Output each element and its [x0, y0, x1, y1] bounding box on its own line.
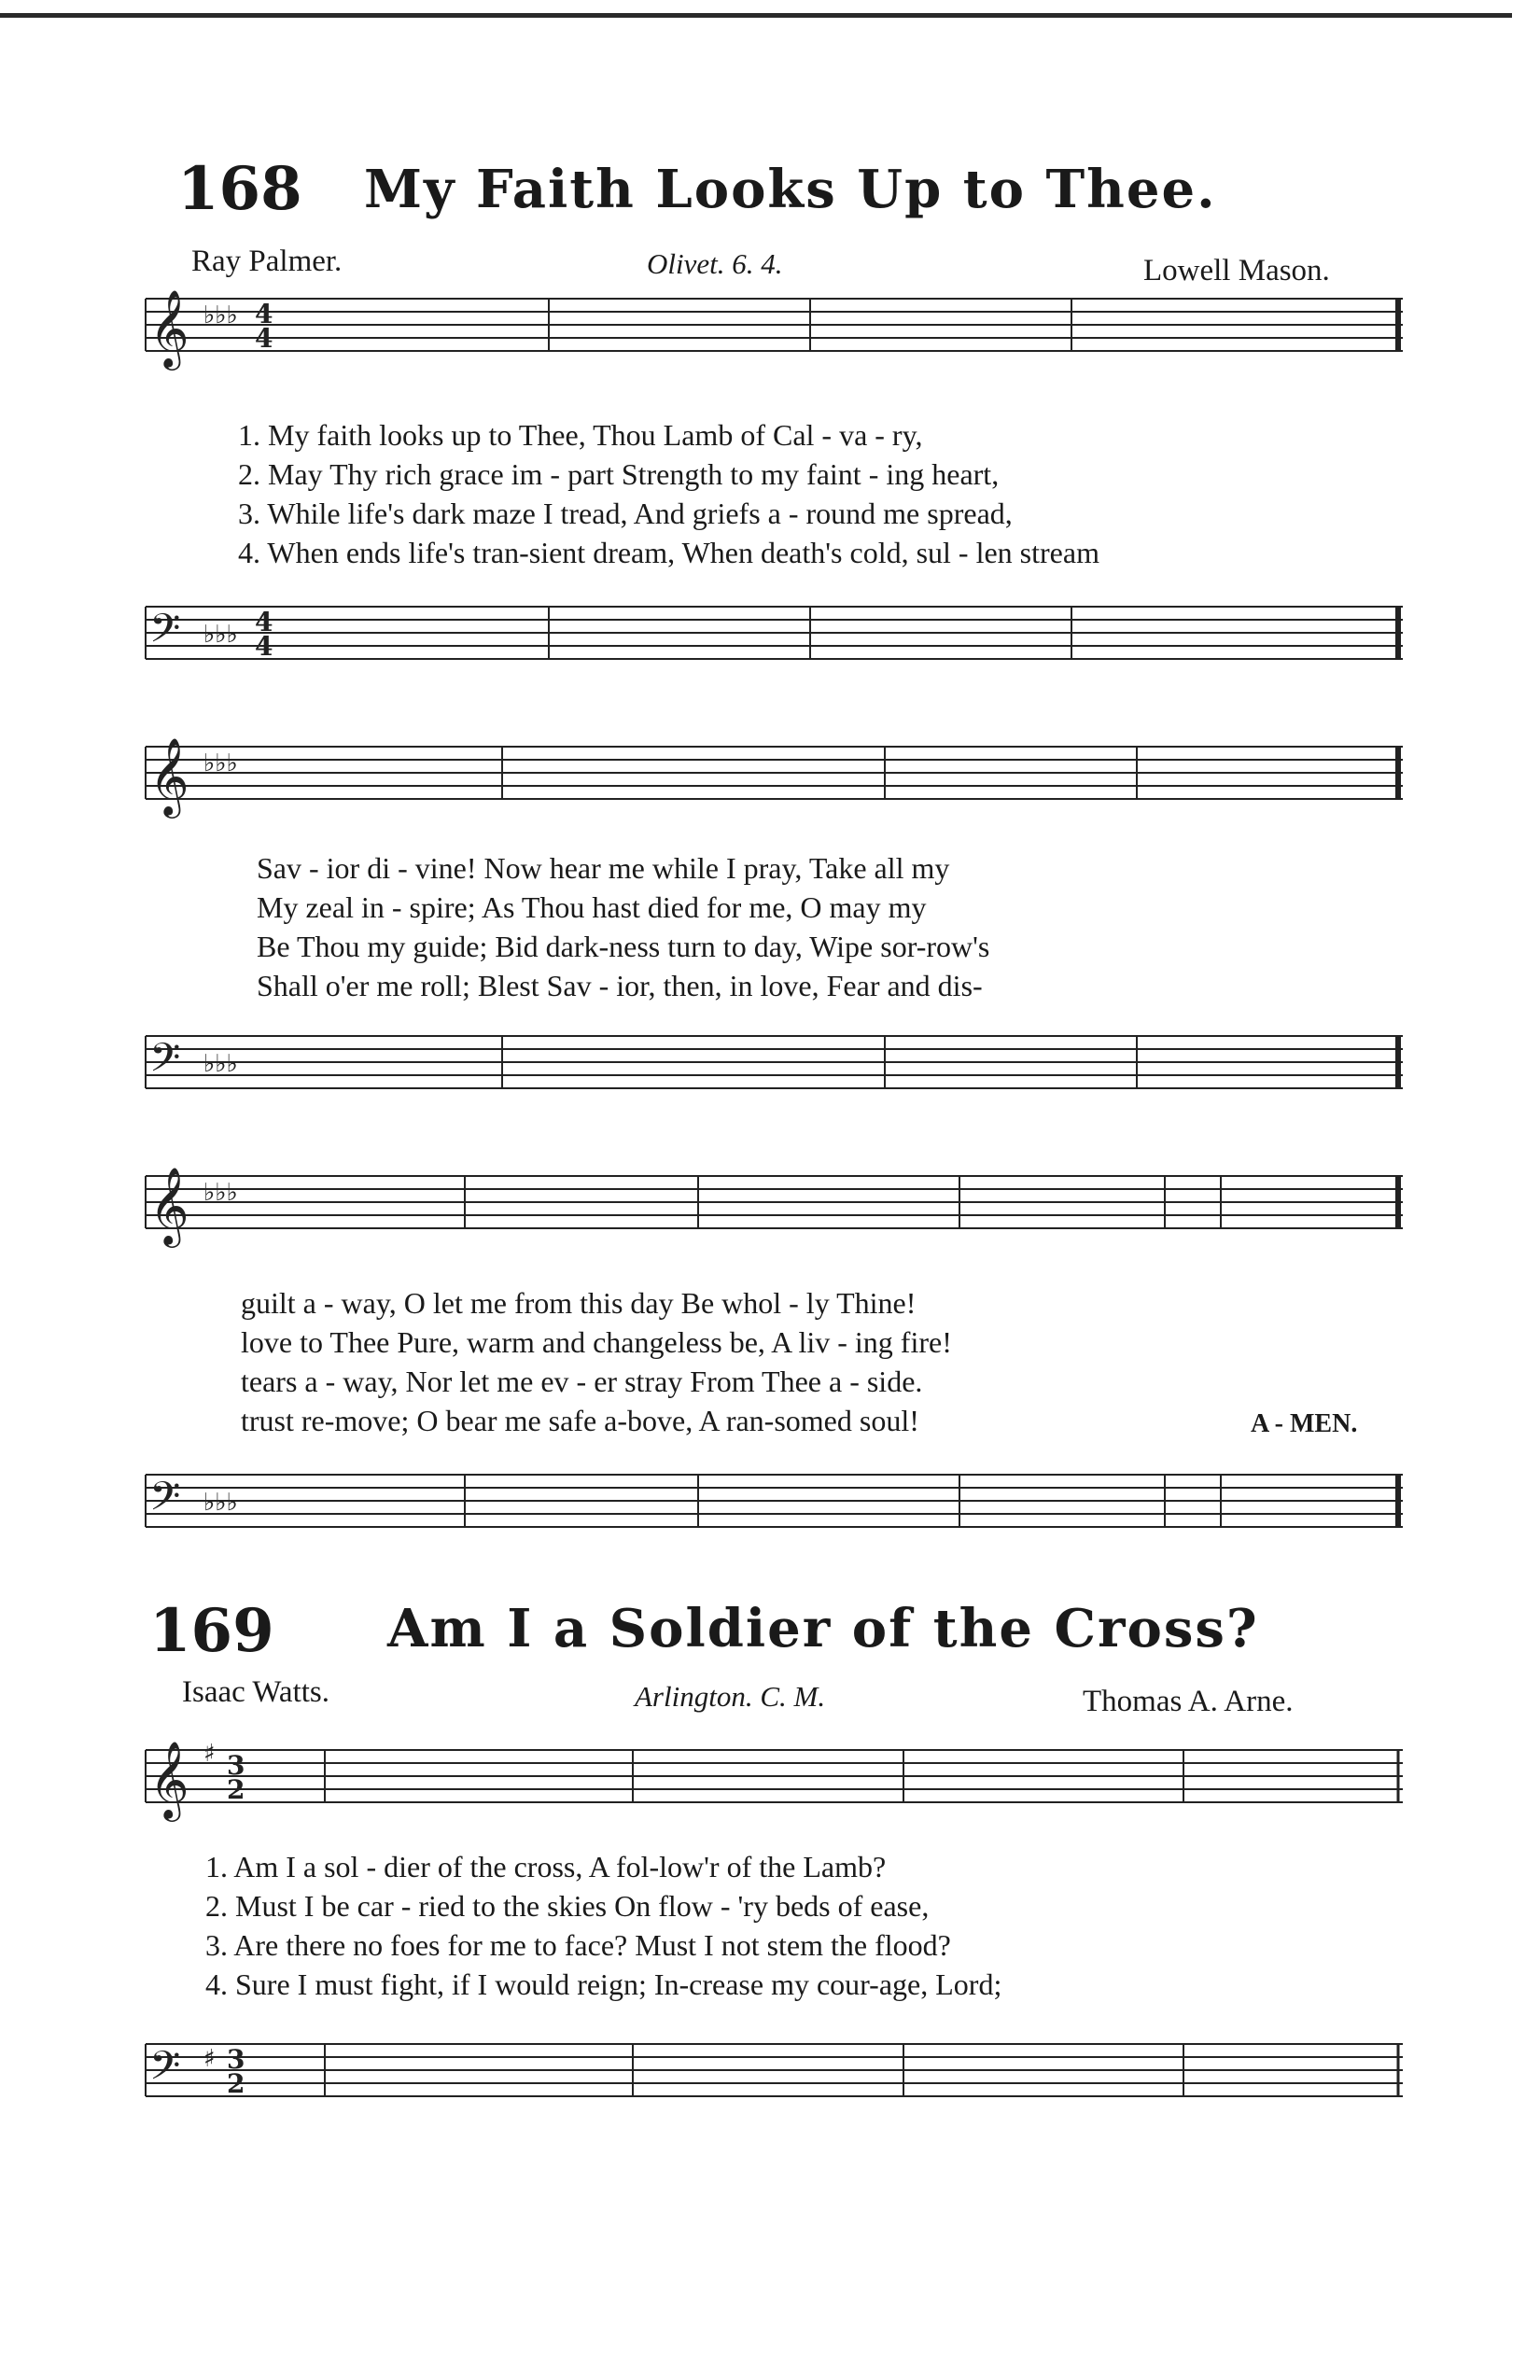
lyric-line: 2. May Thy rich grace im - part Strength to my faint - ing heart,	[238, 457, 1000, 491]
treble-staff	[138, 1157, 1412, 1260]
svg-text:𝄞: 𝄞	[149, 288, 189, 367]
lyric-line: 4. When ends life's tran-sient dream, When death's cold, sul - len stream	[238, 536, 1099, 569]
composer-credit: Lowell Mason.	[1143, 254, 1330, 287]
svg-text:♭♭♭: ♭♭♭	[203, 1489, 238, 1517]
svg-text:♭♭♭: ♭♭♭	[203, 1050, 238, 1078]
treble-staff	[138, 1731, 1412, 1834]
svg-text:♭♭♭: ♭♭♭	[203, 621, 238, 649]
svg-text:2: 2	[227, 2068, 245, 2099]
bass-staff	[138, 2025, 1412, 2128]
tune-name: Arlington. C. M.	[635, 1680, 826, 1713]
hymn-title: My Faith Looks Up to Thee.	[364, 159, 1217, 220]
hymn-title: Am I a Soldier of the Cross?	[387, 1598, 1259, 1659]
lyric-line: Sav - ior di - vine! Now hear me while I pray, Take all my	[257, 851, 950, 885]
lyric-line: 1. Am I a sol - dier of the cross, A fol-low'r of the Lamb?	[205, 1850, 887, 1883]
lyric-line: love to Thee Pure, warm and changeless be, A liv - ing fire!	[241, 1325, 952, 1359]
svg-text:𝄞: 𝄞	[149, 1166, 189, 1244]
svg-text:𝄢: 𝄢	[149, 2043, 181, 2099]
author-credit: Ray Palmer.	[191, 245, 343, 278]
lyric-line: 4. Sure I must fight, if I would reign; In-crease my cour-age, Lord;	[205, 1967, 1002, 2001]
tune-name: Olivet. 6. 4.	[647, 247, 783, 280]
lyric-line: Shall o'er me roll; Blest Sav - ior, then, in love, Fear and dis-	[257, 969, 983, 1002]
treble-staff	[138, 728, 1412, 831]
svg-text:♯: ♯	[203, 2045, 216, 2073]
svg-text:3: 3	[227, 1750, 245, 1781]
author-credit: Isaac Watts.	[182, 1675, 330, 1709]
bass-staff	[138, 1456, 1412, 1559]
svg-text:4: 4	[255, 323, 273, 354]
amen-label: A - MEN.	[1251, 1409, 1358, 1438]
lyric-line: 2. Must I be car - ried to the skies On flow - 'ry beds of ease,	[205, 1889, 930, 1923]
hymn-number: 168	[177, 154, 302, 224]
top-border-rule	[0, 13, 1512, 18]
lyric-line: 3. While life's dark maze I tread, And griefs a - round me spread,	[238, 497, 1013, 530]
treble-staff	[138, 280, 1412, 411]
svg-text:♭♭♭: ♭♭♭	[203, 301, 238, 329]
svg-text:♭♭♭: ♭♭♭	[203, 749, 238, 777]
svg-text:𝄞: 𝄞	[149, 1740, 189, 1818]
svg-text:4: 4	[255, 299, 273, 329]
svg-text:𝄢: 𝄢	[149, 1035, 181, 1091]
bass-staff	[138, 588, 1412, 700]
svg-text:♭♭♭: ♭♭♭	[203, 1179, 238, 1207]
hymn-number: 169	[149, 1596, 274, 1666]
svg-text:2: 2	[227, 1774, 245, 1805]
svg-text:4: 4	[255, 631, 273, 662]
lyric-line: My zeal in - spire; As Thou hast died for me, O may my	[257, 890, 927, 924]
lyric-line: tears a - way, Nor let me ev - er stray From Thee a - side.	[241, 1365, 923, 1398]
lyric-line: Be Thou my guide; Bid dark-ness turn to day, Wipe sor-row's	[257, 930, 990, 963]
lyric-line: guilt a - way, O let me from this day Be whol - ly Thine!	[241, 1286, 917, 1320]
lyric-line: 3. Are there no foes for me to face? Must I not stem the flood?	[205, 1928, 951, 1962]
bass-staff	[138, 1017, 1412, 1120]
composer-credit: Thomas A. Arne.	[1083, 1685, 1294, 1718]
svg-text:𝄢: 𝄢	[149, 606, 181, 662]
lyric-line: 1. My faith looks up to Thee, Thou Lamb of Cal - va - ry,	[238, 418, 923, 452]
lyric-line: trust re-move; O bear me safe a-bove, A ran-somed soul!	[241, 1404, 919, 1437]
svg-text:𝄞: 𝄞	[149, 736, 189, 815]
svg-text:4: 4	[255, 607, 273, 637]
svg-text:𝄢: 𝄢	[149, 1474, 181, 1530]
svg-text:3: 3	[227, 2044, 245, 2075]
svg-text:♯: ♯	[203, 1740, 216, 1768]
